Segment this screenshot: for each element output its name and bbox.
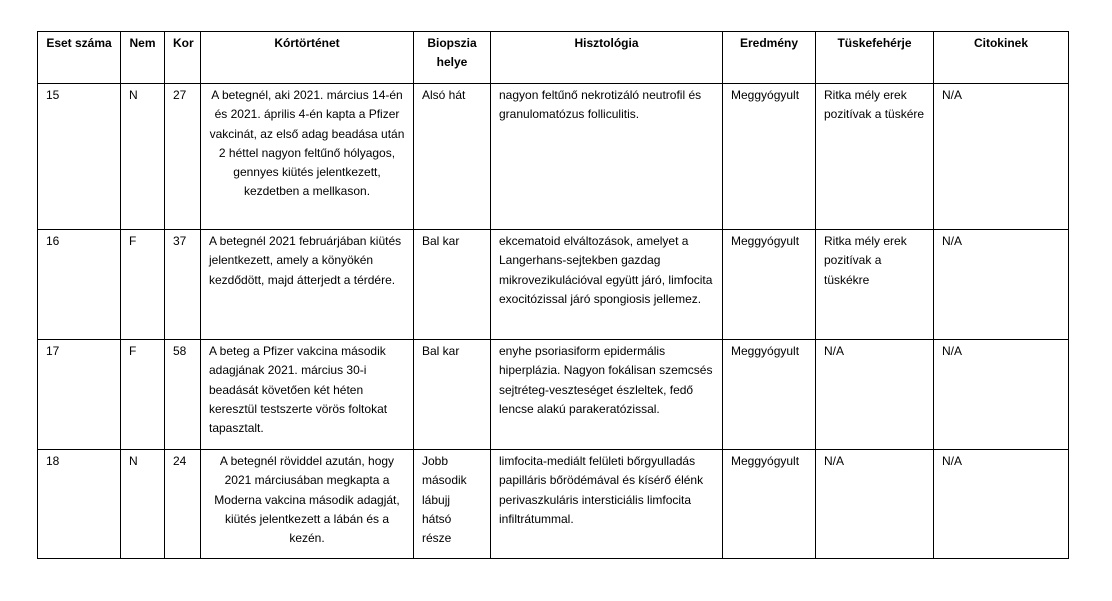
- cell-sex: F: [121, 230, 165, 340]
- cell-spike: N/A: [816, 340, 934, 450]
- header-spike: Tüskefehérje: [816, 32, 934, 84]
- cell-outcome: Meggyógyult: [723, 450, 816, 559]
- cell-biopsy: Alsó hát: [414, 84, 491, 230]
- cell-histology: ekcematoid elváltozások, amelyet a Langerhans-sejtekben gazdag mikrovezikulációval együtt járó, limfocita exocitózissal járó spongiosis jellemez.: [491, 230, 723, 340]
- header-outcome: Eredmény: [723, 32, 816, 84]
- cell-cytokines: N/A: [934, 340, 1069, 450]
- cell-spike: Ritka mély erek pozitívak a tüskékre: [816, 230, 934, 340]
- cell-histology: nagyon feltűnő nekrotizáló neutrofil és granulomatózus folliculitis.: [491, 84, 723, 230]
- header-histology: Hisztológia: [491, 32, 723, 84]
- cell-history: A betegnél, aki 2021. március 14-én és 2021. április 4-én kapta a Pfizer vakcinát, az első adag beadása után 2 héttel nagyon feltűnő hólyagos, gennyes kiütés jelentkezett, kezdetben a mellkason.: [201, 84, 414, 230]
- header-case: Eset száma: [38, 32, 121, 84]
- cell-histology: limfocita-mediált felületi bőrgyulladás papilláris bőrödémával és kísérő élénk perivaszkuláris intersticiális limfocita infiltrátummal.: [491, 450, 723, 559]
- header-biopsy: Biopszia helye: [414, 32, 491, 84]
- table-row: [38, 230, 1069, 340]
- cell-biopsy: Bal kar: [414, 340, 491, 450]
- cell-cytokines: N/A: [934, 450, 1069, 559]
- cell-cytokines: N/A: [934, 230, 1069, 340]
- cell-cytokines: N/A: [934, 84, 1069, 230]
- cell-sex: F: [121, 340, 165, 450]
- header-age: Kor: [165, 32, 201, 84]
- case-table: [37, 31, 1069, 559]
- cell-outcome: Meggyógyult: [723, 340, 816, 450]
- header-row: [38, 32, 1069, 84]
- table-row: [38, 340, 1069, 450]
- cell-histology: enyhe psoriasiform epidermális hiperplázia. Nagyon fokálisan szemcsés sejtréteg-veszteséget észleltek, fedő lencse alakú parakeratózissal.: [491, 340, 723, 450]
- cell-history: A betegnél 2021 februárjában kiütés jelentkezett, amely a könyökén kezdődött, majd átterjedt a térdére.: [201, 230, 414, 340]
- cell-spike: Ritka mély erek pozitívak a tüskére: [816, 84, 934, 230]
- cell-biopsy: Bal kar: [414, 230, 491, 340]
- cell-age: 37: [165, 230, 201, 340]
- cell-case: 15: [38, 84, 121, 230]
- cell-outcome: Meggyógyult: [723, 84, 816, 230]
- table-row: [38, 84, 1069, 230]
- cell-case: 16: [38, 230, 121, 340]
- cell-age: 27: [165, 84, 201, 230]
- cell-case: 18: [38, 450, 121, 559]
- cell-sex: N: [121, 84, 165, 230]
- cell-outcome: Meggyógyult: [723, 230, 816, 340]
- cell-history: A betegnél röviddel azután, hogy 2021 márciusában megkapta a Moderna vakcina második adagját, kiütés jelentkezett a lábán és a kezén.: [201, 450, 414, 559]
- cell-sex: N: [121, 450, 165, 559]
- header-cytokines: Citokinek: [934, 32, 1069, 84]
- cell-spike: N/A: [816, 450, 934, 559]
- table-row: [38, 450, 1069, 559]
- cell-age: 58: [165, 340, 201, 450]
- cell-age: 24: [165, 450, 201, 559]
- cell-case: 17: [38, 340, 121, 450]
- cell-biopsy: Jobb második lábujj hátsó része: [414, 450, 491, 559]
- header-history: Kórtörténet: [201, 32, 414, 84]
- cell-history: A beteg a Pfizer vakcina második adagjának 2021. március 30-i beadását követően két héten keresztül testszerte vörös foltokat tapasztalt.: [201, 340, 414, 450]
- header-sex: Nem: [121, 32, 165, 84]
